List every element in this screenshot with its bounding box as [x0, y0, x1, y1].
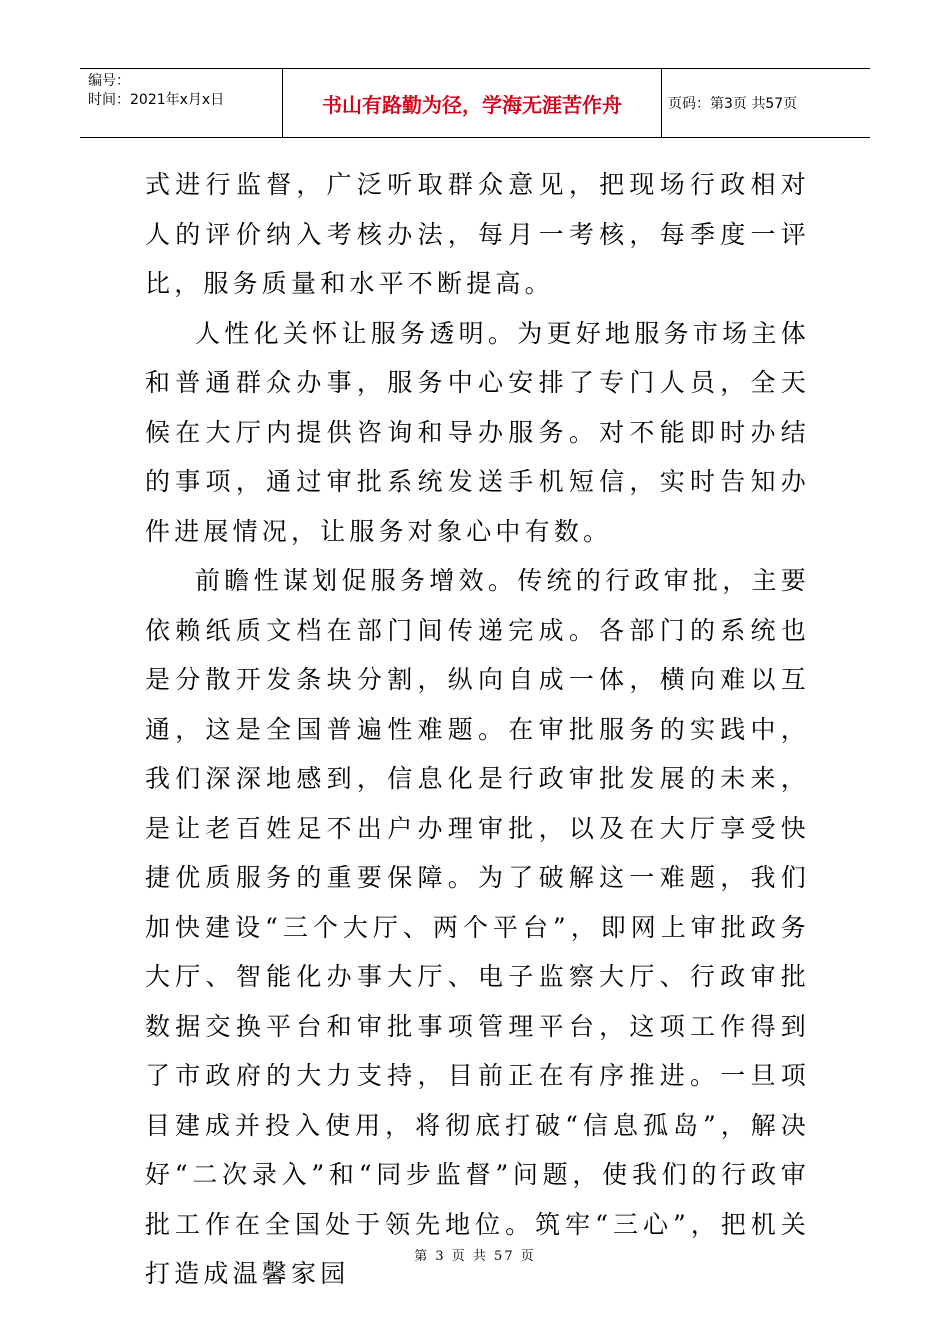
- paragraph-humanized-care: 人性化关怀让服务透明。为更好地服务市场主体和普通群众办事，服务中心安排了专门人员，全天候在大厅内提供咨询和导办服务。对不能即时办结的事项，通过审批系统发送手机短信，实时告知办件进展情况，让服务对象心中有数。: [145, 318, 810, 546]
- header-motto-cell: [282, 69, 662, 137]
- document-time-label: 时间：2021年x月x日: [88, 92, 225, 108]
- document-body: [145, 160, 810, 1299]
- page-header: [80, 68, 870, 138]
- paragraph-continuation: 式进行监督，广泛听取群众意见，把现场行政相对人的评价纳入考核办法，每月一考核，每季度一评比，服务质量和水平不断提高。: [145, 170, 810, 298]
- paragraph-forward-planning: 前瞻性谋划促服务增效。传统的行政审批，主要依赖纸质文档在部门间传递完成。各部门的系统也是分散开发条块分割，纵向自成一体，横向难以互通，这是全国普遍性难题。在审批服务的实践中，我们深深地感到，信息化是行政审批发展的未来，是让老百姓足不出户办理审批，以及在大厅享受快捷优质服务的重要保障。为了破解这一难题，我们加快建设“三个大厅、两个平台”，即网上审批政务大厅、智能化办事大厅、电子监察大厅、行政审批数据交换平台和审批事项管理平台，这项工作得到了市政府的大力支持，目前正在有序推进。一旦项目建成并投入使用，将彻底打破“信息孤岛”，解决好“二次录入”和“同步监督”问题，使我们的行政审批工作在全国处于领先地位。筑牢“三心”，把机关打造成温馨家园: [145, 566, 810, 1288]
- header-motto: 书山有路勤为径，学海无涯苦作舟: [322, 92, 622, 117]
- page-footer: 第 3 页 共 57 页: [414, 1249, 536, 1264]
- header-page-number: 页码：第3页 共57页: [668, 96, 798, 112]
- header-page-cell: [662, 69, 870, 137]
- document-number-label: 编号：: [88, 73, 130, 89]
- header-meta: [80, 69, 280, 137]
